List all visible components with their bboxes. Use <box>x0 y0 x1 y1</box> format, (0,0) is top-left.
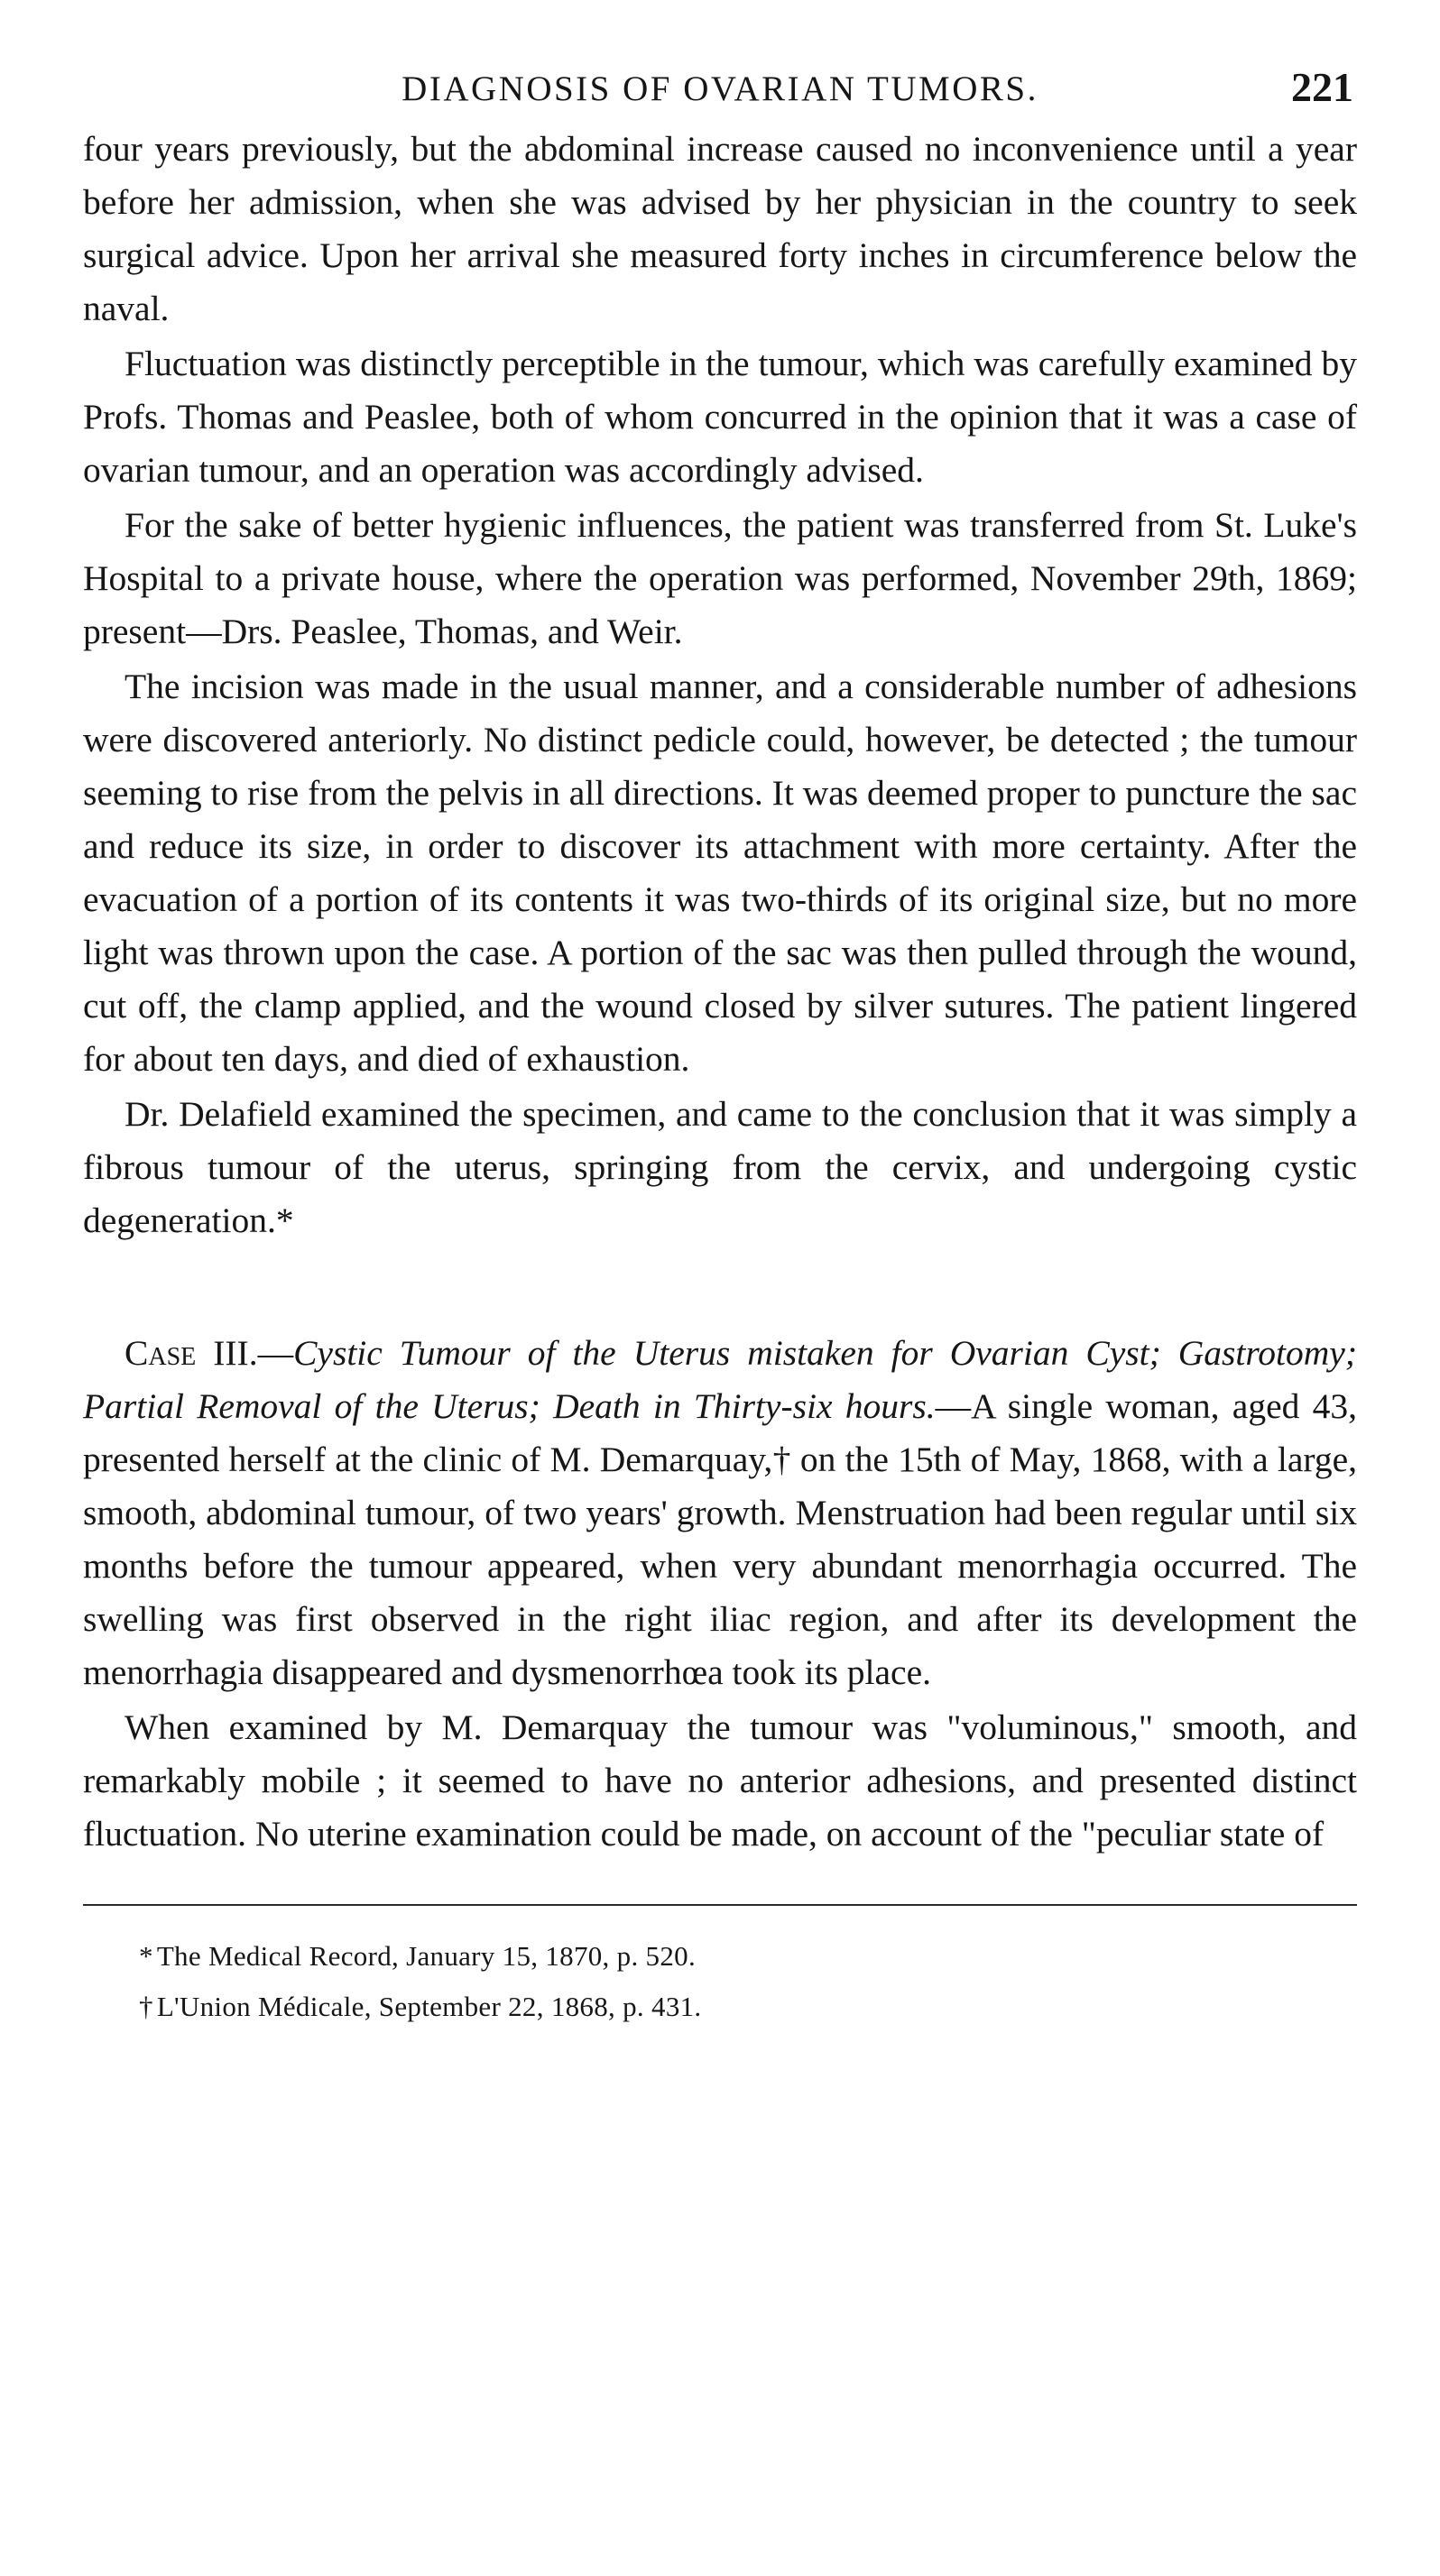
paragraph-incision: The incision was made in the usual manner, and a considerable number of adhesions were discovered anteriorly. No distinct pedicle could, however, be detected ; the tumour seeming to rise from the pelvis in all directions. It was deemed proper to puncture the sac and reduce its size, in order to discover its attachment with more certainty. After the evacuation of a portion of its contents it was two-thirds of its original size, but no more light was thrown upon the case. A portion of the sac was then pulled through the wound, cut off, the clamp applied, and the wound closed by silver sutures. The patient lingered for about ten days, and died of exhaustion. <box>83 667 1357 1079</box>
case-three <box>83 1327 1357 1861</box>
paragraph-transfer: For the sake of better hygienic influences, the patient was transferred from St. Luke's Hospital to a private house, where the operation was performed, November 29th, 1869; present—Drs. Peaslee, Thomas, and Weir. <box>83 505 1357 651</box>
footnote-mark-asterisk: * <box>139 1940 153 1972</box>
footnote-medical-record <box>83 1931 1357 1982</box>
case-title: Cystic Tumour of the Uterus mistaken for Ovarian Cyst; Gastrotomy; Partial Removal of the Uterus; Death in Thirty-six hours. <box>83 1333 1357 1426</box>
footnotes <box>83 1931 1357 2032</box>
page-number: 221 <box>1291 64 1353 110</box>
footnote-text: The Medical Record, January 15, 1870, p. 520. <box>156 1940 696 1972</box>
paragraph-delafield: Dr. Delafield examined the specimen, and came to the conclusion that it was simply a fibrous tumour of the uterus, springing from the cervix, and undergoing cystic degeneration.* <box>83 1094 1357 1240</box>
paragraph-continuation: four years previously, but the abdominal increase caused no inconvenience until a year before her admission, when she was advised by her physician in the country to seek surgical advice. Upon her arrival she measured forty inches in circumference below the naval. <box>83 129 1357 328</box>
footnote-divider <box>83 1904 1357 1906</box>
running-header <box>83 64 1357 123</box>
paragraph-fluctuation: Fluctuation was distinctly perceptible in the tumour, which was carefully examined by Profs. Thomas and Peaslee, both of whom concurred in the opinion that it was a case of ovarian tumour, and an operation was accordingly advised. <box>83 344 1357 490</box>
book-page <box>83 64 1357 2032</box>
case-three-second-paragraph: When examined by M. Demarquay the tumour was "voluminous," smooth, and remarkably mobile ; it seemed to have no anterior adhesions, and presented distinct fluctuation. No uterine examination could be made, on account of the "peculiar state of <box>83 1707 1357 1854</box>
case-first-text: —A single woman, aged 43, presented herself at the clinic of M. Demarquay,† on the 15th of May, 1868, with a large, smooth, abdominal tumour, of two years' growth. Menstruation had been regular until six months before the tumour appeared, when very abundant menorrhagia occurred. The swelling was first observed in the right iliac region, and after its development the menorrhagia disappeared and dysmenorrhœa took its place. <box>83 1386 1357 1692</box>
body-text <box>83 123 1357 1247</box>
case-three-first-paragraph <box>83 1327 1357 1699</box>
case-label: Case III.— <box>125 1333 294 1373</box>
footnote-union-medicale <box>83 1982 1357 2032</box>
running-title: DIAGNOSIS OF OVARIAN TUMORS. <box>402 69 1038 108</box>
footnote-text: L'Union Médicale, September 22, 1868, p. 431. <box>156 1991 702 2022</box>
footnote-mark-dagger: † <box>139 1991 153 2022</box>
